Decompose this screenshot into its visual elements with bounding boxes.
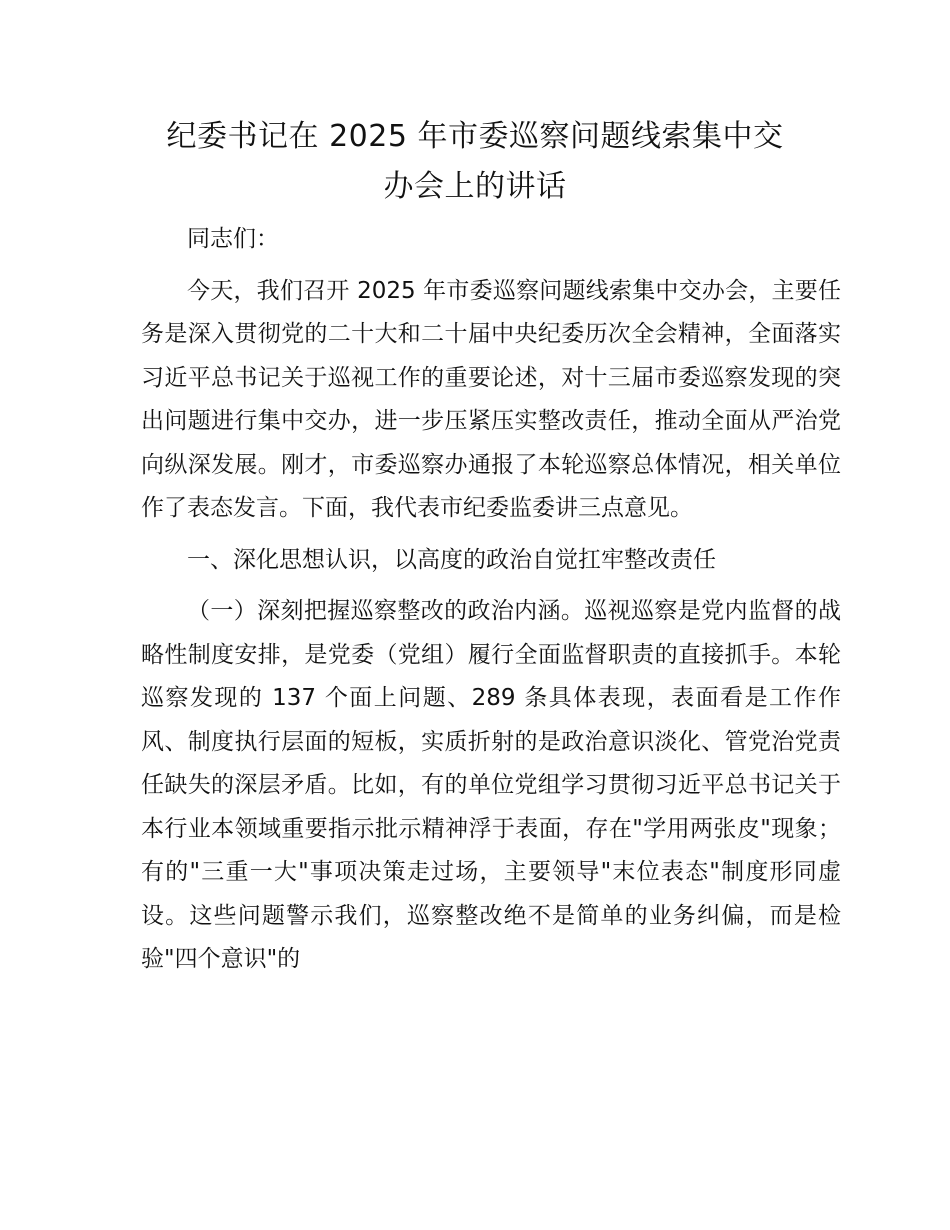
paragraph-opening: 今天，我们召开 2025 年市委巡察问题线索集中交办会，主要任务是深入贯彻党的二十大和二十届中央纪委历次全会精神，全面落实习近平总书记关于巡视工作的重要论述，对十三届市委巡察发现的突出问题进行集中交办，进一步压紧压实整改责任，推动全面从严治党向纵深发展。刚才，市委巡察办通报了本轮巡察总体情况，相关单位作了表态发言。下面，我代表市纪委监委讲三点意见。 — [141, 277, 841, 521]
salutation: 同志们： — [187, 226, 279, 252]
document-body — [141, 218, 841, 990]
section-heading-1: 一、深化思想认识，以高度的政治自觉扛牢整改责任 — [187, 546, 716, 573]
paragraph-subsection-1: （一）深刻把握巡察整改的政治内涵。巡视巡察是党内监督的战略性制度安排，是党委（党组）履行全面监督职责的直接抓手。本轮巡察发现的 137 个面上问题、289 条具体表现，表面看是工作作风、制度执行层面的短板，实质折射的是政治意识淡化、管党治党责任缺失的深层矛盾。比如，有的单位党组学习贯彻习近平总书记关于本行业本领域重要指示批示精神浮于表面，存在"学用两张皮"现象；有的"三重一大"事项决策走过场，主要领导"末位表态"制度形同虚设。这些问题警示我们，巡察整改绝不是简单的业务纠偏，而是检验"四个意识"的 — [141, 598, 841, 972]
document-title — [120, 112, 830, 212]
title-line-1: 纪委书记在 2025 年市委巡察问题线索集中交 — [166, 119, 784, 154]
title-line-2: 办会上的讲话 — [383, 169, 567, 204]
